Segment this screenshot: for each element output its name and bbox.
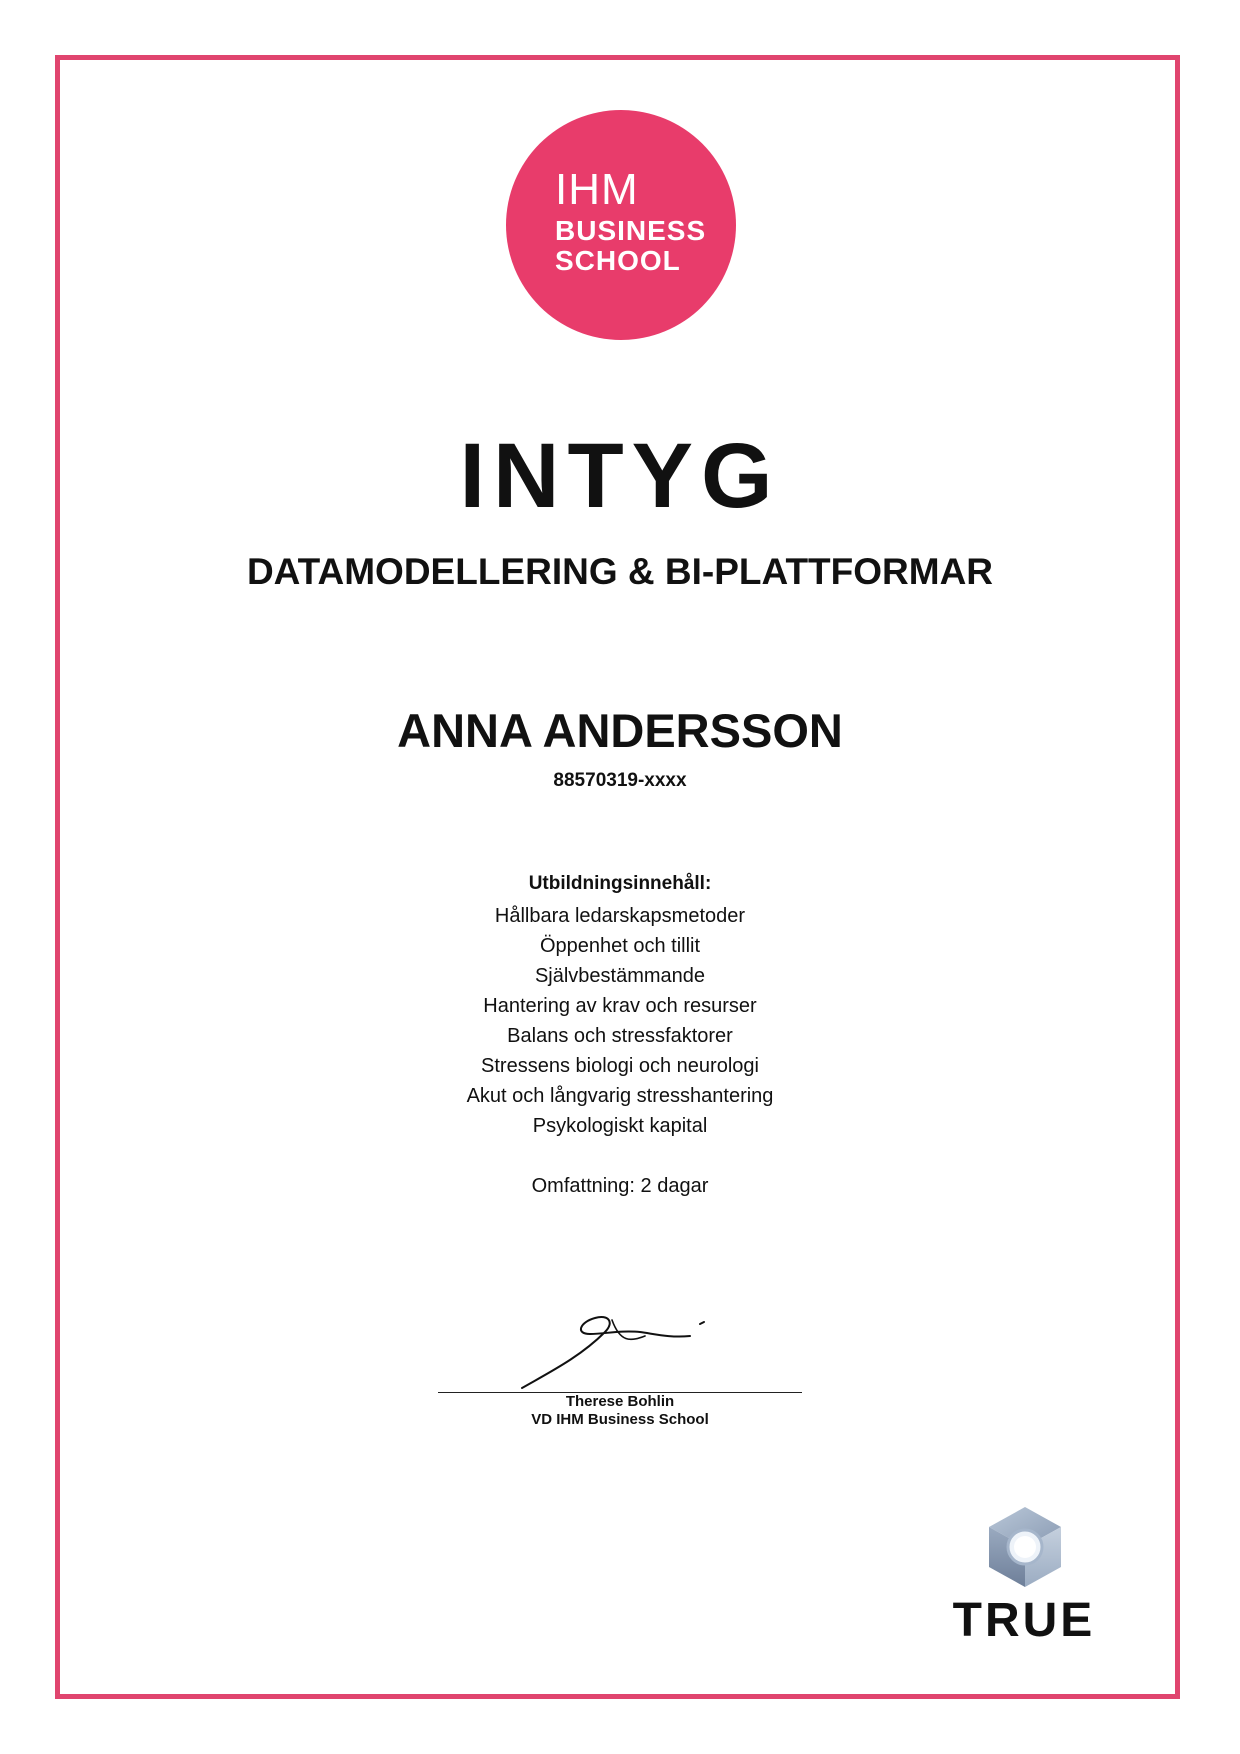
signature-image <box>520 1312 720 1392</box>
content-item: Hållbara ledarskapsmetoder <box>494 905 746 927</box>
participant-name: ANNA ANDERSSON <box>397 704 843 757</box>
content-item: Akut och långvarig stresshantering <box>466 1085 774 1107</box>
content-item: Stressens biologi och neurologi <box>481 1055 759 1077</box>
content-list <box>0 901 1240 1141</box>
signer-name: Therese Bohlin <box>565 1393 675 1410</box>
true-logo-text: TRUE <box>952 1594 1096 1647</box>
signer-title: VD IHM Business School <box>531 1411 709 1428</box>
logo-business-text: BUSINESS <box>555 215 707 246</box>
personal-id: 88570319-xxxx <box>553 770 687 791</box>
content-item: Öppenhet och tillit <box>539 935 701 957</box>
course-scope: Omfattning: 2 dagar <box>531 1175 709 1197</box>
hexagon-cube-icon <box>985 1505 1065 1589</box>
course-name: DATAMODELLERING & BI-PLATTFORMAR <box>246 551 994 592</box>
content-item: Självbestämmande <box>534 965 706 987</box>
content-item: Hantering av krav och resurser <box>483 995 757 1017</box>
content-item: Psykologiskt kapital <box>532 1115 708 1137</box>
logo-school-text: SCHOOL <box>555 245 681 276</box>
content-heading: Utbildningsinnehåll: <box>528 873 712 894</box>
ihm-business-school-logo <box>506 110 736 340</box>
logo-text <box>555 165 707 276</box>
content-item: Balans och stressfaktorer <box>507 1025 733 1047</box>
certificate-title: INTYG <box>459 425 781 527</box>
logo-ihm-text: IHM <box>555 165 639 214</box>
